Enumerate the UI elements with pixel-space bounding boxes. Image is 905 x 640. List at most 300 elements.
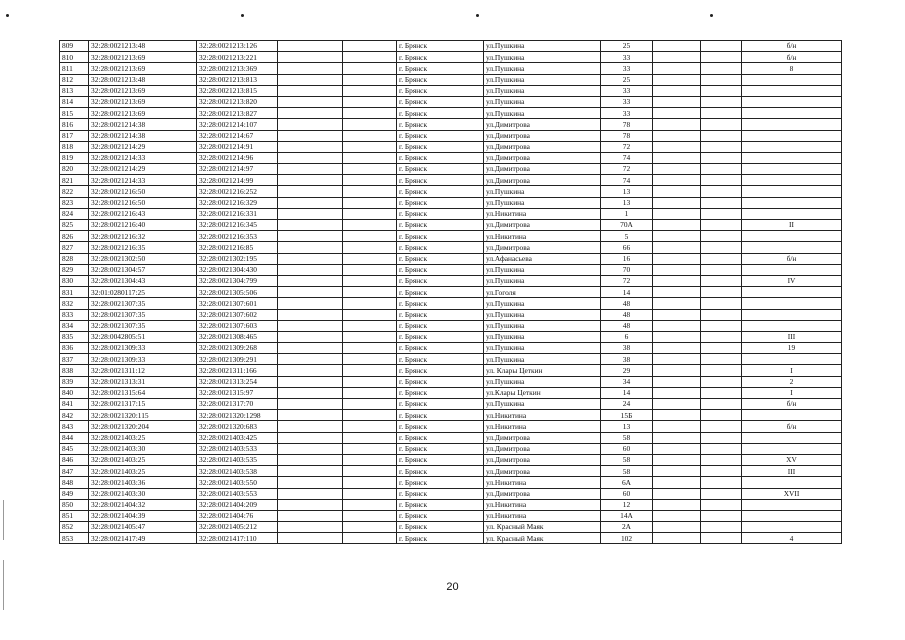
street-cell: ул.Пушкина xyxy=(484,343,601,354)
city-cell: г. Брянск xyxy=(397,164,484,175)
row-number: 826 xyxy=(60,231,89,242)
empty-cell xyxy=(278,130,343,141)
street-cell: ул.Пушкина xyxy=(484,63,601,74)
cadastral-number-parcel: 32:28:0021403:30 xyxy=(89,488,197,499)
cadastral-number-object: 32:28:0021315:97 xyxy=(197,387,278,398)
house-number-cell: 60 xyxy=(601,443,653,454)
empty-cell xyxy=(278,488,343,499)
house-number-cell: 13 xyxy=(601,197,653,208)
city-cell: г. Брянск xyxy=(397,141,484,152)
house-number-cell: 72 xyxy=(601,275,653,286)
empty-cell xyxy=(278,432,343,443)
cadastral-number-parcel: 32:28:0021302:50 xyxy=(89,253,197,264)
empty-cell xyxy=(701,320,742,331)
empty-cell xyxy=(343,220,397,231)
premises-number-cell xyxy=(742,175,842,186)
empty-cell xyxy=(701,275,742,286)
cadastral-number-object: 32:28:0021213:813 xyxy=(197,74,278,85)
table-row xyxy=(60,387,842,398)
street-cell: ул.Димитрова xyxy=(484,119,601,130)
empty-cell xyxy=(343,52,397,63)
empty-cell xyxy=(278,343,343,354)
empty-cell xyxy=(343,533,397,544)
house-number-cell: 6А xyxy=(601,477,653,488)
cadastral-number-parcel: 32:28:0021405:47 xyxy=(89,522,197,533)
house-number-cell: 78 xyxy=(601,119,653,130)
cadastral-number-object: 32:28:0021404:209 xyxy=(197,499,278,510)
empty-cell xyxy=(278,141,343,152)
cadastral-number-parcel: 32:28:0021214:29 xyxy=(89,164,197,175)
cadastral-number-parcel: 32:28:0021304:43 xyxy=(89,275,197,286)
scan-dot xyxy=(710,14,713,17)
table-row xyxy=(60,510,842,521)
empty-cell xyxy=(278,85,343,96)
cadastral-number-parcel: 32:28:0021214:38 xyxy=(89,130,197,141)
cadastral-number-parcel: 32:28:0021403:36 xyxy=(89,477,197,488)
cadastral-number-object: 32:28:0021214:99 xyxy=(197,175,278,186)
street-cell: ул.Пушкина xyxy=(484,320,601,331)
empty-cell xyxy=(278,365,343,376)
cadastral-number-parcel: 32:28:0021317:15 xyxy=(89,399,197,410)
premises-number-cell: XV xyxy=(742,454,842,465)
empty-cell xyxy=(653,197,701,208)
empty-cell xyxy=(278,186,343,197)
city-cell: г. Брянск xyxy=(397,410,484,421)
house-number-cell: 29 xyxy=(601,365,653,376)
empty-cell xyxy=(653,74,701,85)
premises-number-cell: 4 xyxy=(742,533,842,544)
cadastral-number-object: 32:28:0021216:353 xyxy=(197,231,278,242)
empty-cell xyxy=(278,399,343,410)
cadastral-number-parcel: 32:28:0021213:69 xyxy=(89,85,197,96)
house-number-cell: 74 xyxy=(601,175,653,186)
cadastral-number-parcel: 32:28:0021320:204 xyxy=(89,421,197,432)
row-number: 837 xyxy=(60,354,89,365)
cadastral-number-object: 32:28:0021403:553 xyxy=(197,488,278,499)
cadastral-number-object: 32:28:0021417:110 xyxy=(197,533,278,544)
empty-cell xyxy=(653,533,701,544)
cadastral-number-object: 32:28:0021403:425 xyxy=(197,432,278,443)
house-number-cell: 66 xyxy=(601,242,653,253)
house-number-cell: 38 xyxy=(601,354,653,365)
house-number-cell: 25 xyxy=(601,41,653,52)
empty-cell xyxy=(701,331,742,342)
table-row xyxy=(60,175,842,186)
table-row xyxy=(60,287,842,298)
city-cell: г. Брянск xyxy=(397,399,484,410)
empty-cell xyxy=(278,454,343,465)
empty-cell xyxy=(278,119,343,130)
empty-cell xyxy=(701,63,742,74)
row-number: 840 xyxy=(60,387,89,398)
cadastral-number-object: 32:28:0021313:254 xyxy=(197,376,278,387)
empty-cell xyxy=(653,522,701,533)
table-body xyxy=(60,41,842,544)
street-cell: ул.Пушкина xyxy=(484,74,601,85)
empty-cell xyxy=(343,164,397,175)
cadastral-number-object: 32:28:0021311:166 xyxy=(197,365,278,376)
street-cell: ул.Гоголя xyxy=(484,287,601,298)
empty-cell xyxy=(701,130,742,141)
house-number-cell: 72 xyxy=(601,141,653,152)
empty-cell xyxy=(278,466,343,477)
cadastral-number-parcel: 32:28:0021315:64 xyxy=(89,387,197,398)
table-row xyxy=(60,186,842,197)
street-cell: ул.Димитрова xyxy=(484,164,601,175)
empty-cell xyxy=(278,410,343,421)
empty-cell xyxy=(653,220,701,231)
house-number-cell: 14 xyxy=(601,387,653,398)
empty-cell xyxy=(653,399,701,410)
empty-cell xyxy=(343,253,397,264)
city-cell: г. Брянск xyxy=(397,343,484,354)
premises-number-cell: б/н xyxy=(742,41,842,52)
cadastral-number-object: 32:28:0021308:465 xyxy=(197,331,278,342)
cadastral-number-parcel: 32:28:0021216:43 xyxy=(89,208,197,219)
empty-cell xyxy=(278,152,343,163)
city-cell: г. Брянск xyxy=(397,119,484,130)
empty-cell xyxy=(653,253,701,264)
row-number: 844 xyxy=(60,432,89,443)
house-number-cell: 72 xyxy=(601,164,653,175)
empty-cell xyxy=(343,63,397,74)
city-cell: г. Брянск xyxy=(397,387,484,398)
empty-cell xyxy=(701,74,742,85)
table-row xyxy=(60,309,842,320)
row-number: 846 xyxy=(60,454,89,465)
house-number-cell: 33 xyxy=(601,52,653,63)
empty-cell xyxy=(701,510,742,521)
house-number-cell: 2А xyxy=(601,522,653,533)
table-row xyxy=(60,152,842,163)
cadastral-number-parcel: 32:28:0021216:50 xyxy=(89,186,197,197)
empty-cell xyxy=(278,522,343,533)
empty-cell xyxy=(343,410,397,421)
table-row xyxy=(60,63,842,74)
empty-cell xyxy=(701,354,742,365)
cadastral-number-parcel: 32:28:0021216:35 xyxy=(89,242,197,253)
city-cell: г. Брянск xyxy=(397,466,484,477)
cadastral-number-object: 32:28:0021216:331 xyxy=(197,208,278,219)
house-number-cell: 78 xyxy=(601,130,653,141)
city-cell: г. Брянск xyxy=(397,287,484,298)
house-number-cell: 14 xyxy=(601,287,653,298)
house-number-cell: 13 xyxy=(601,186,653,197)
premises-number-cell xyxy=(742,298,842,309)
premises-number-cell: б/н xyxy=(742,421,842,432)
street-cell: ул. Клары Цеткин xyxy=(484,365,601,376)
row-number: 834 xyxy=(60,320,89,331)
house-number-cell: 48 xyxy=(601,298,653,309)
empty-cell xyxy=(701,41,742,52)
street-cell: ул. Красный Маяк xyxy=(484,533,601,544)
cadastral-number-object: 32:28:0021403:538 xyxy=(197,466,278,477)
page-number: 20 xyxy=(446,581,459,593)
table-row xyxy=(60,253,842,264)
street-cell: ул.Пушкина xyxy=(484,52,601,63)
empty-cell xyxy=(343,343,397,354)
street-cell: ул.Пушкина xyxy=(484,41,601,52)
table-row xyxy=(60,533,842,544)
cadastral-number-object: 32:28:0021309:291 xyxy=(197,354,278,365)
city-cell: г. Брянск xyxy=(397,175,484,186)
empty-cell xyxy=(343,108,397,119)
street-cell: ул.Пушкина xyxy=(484,96,601,107)
table-row xyxy=(60,85,842,96)
row-number: 827 xyxy=(60,242,89,253)
row-number: 836 xyxy=(60,343,89,354)
city-cell: г. Брянск xyxy=(397,220,484,231)
row-number: 825 xyxy=(60,220,89,231)
empty-cell xyxy=(343,242,397,253)
table-row xyxy=(60,488,842,499)
cadastral-number-parcel: 32:28:0021214:33 xyxy=(89,175,197,186)
empty-cell xyxy=(653,119,701,130)
empty-cell xyxy=(653,488,701,499)
empty-cell xyxy=(653,186,701,197)
city-cell: г. Брянск xyxy=(397,488,484,499)
empty-cell xyxy=(653,164,701,175)
empty-cell xyxy=(343,119,397,130)
premises-number-cell: III xyxy=(742,331,842,342)
table-row xyxy=(60,197,842,208)
city-cell: г. Брянск xyxy=(397,85,484,96)
table-row xyxy=(60,343,842,354)
city-cell: г. Брянск xyxy=(397,331,484,342)
city-cell: г. Брянск xyxy=(397,477,484,488)
cadastral-number-object: 32:28:0021320:683 xyxy=(197,421,278,432)
row-number: 812 xyxy=(60,74,89,85)
city-cell: г. Брянск xyxy=(397,242,484,253)
premises-number-cell xyxy=(742,320,842,331)
empty-cell xyxy=(701,399,742,410)
premises-number-cell xyxy=(742,443,842,454)
house-number-cell: 58 xyxy=(601,466,653,477)
street-cell: ул.Пушкина xyxy=(484,197,601,208)
empty-cell xyxy=(653,365,701,376)
empty-cell xyxy=(701,432,742,443)
empty-cell xyxy=(278,208,343,219)
street-cell: ул.Пушкина xyxy=(484,275,601,286)
cadastral-number-object: 32:28:0021216:85 xyxy=(197,242,278,253)
row-number: 816 xyxy=(60,119,89,130)
house-number-cell: 33 xyxy=(601,108,653,119)
cadastral-number-parcel: 32:28:0021307:35 xyxy=(89,320,197,331)
empty-cell xyxy=(343,354,397,365)
table-row xyxy=(60,454,842,465)
empty-cell xyxy=(653,298,701,309)
row-number: 830 xyxy=(60,275,89,286)
city-cell: г. Брянск xyxy=(397,443,484,454)
row-number: 848 xyxy=(60,477,89,488)
street-cell: ул.Димитрова xyxy=(484,152,601,163)
house-number-cell: 16 xyxy=(601,253,653,264)
table-row xyxy=(60,421,842,432)
cadastral-number-parcel: 32:28:0021404:32 xyxy=(89,499,197,510)
table-row xyxy=(60,220,842,231)
empty-cell xyxy=(701,466,742,477)
empty-cell xyxy=(653,175,701,186)
premises-number-cell xyxy=(742,186,842,197)
empty-cell xyxy=(278,443,343,454)
house-number-cell: 102 xyxy=(601,533,653,544)
empty-cell xyxy=(701,365,742,376)
cadastral-number-object: 32:28:0021403:535 xyxy=(197,454,278,465)
cadastral-number-object: 32:28:0021214:96 xyxy=(197,152,278,163)
empty-cell xyxy=(278,376,343,387)
cadastral-number-parcel: 32:01:0280117:25 xyxy=(89,287,197,298)
table-row xyxy=(60,119,842,130)
empty-cell xyxy=(701,264,742,275)
empty-cell xyxy=(278,108,343,119)
cadastral-number-parcel: 32:28:0021320:115 xyxy=(89,410,197,421)
empty-cell xyxy=(701,287,742,298)
empty-cell xyxy=(701,454,742,465)
street-cell: ул.Димитрова xyxy=(484,130,601,141)
city-cell: г. Брянск xyxy=(397,52,484,63)
cadastral-number-parcel: 32:28:0021307:35 xyxy=(89,298,197,309)
premises-number-cell xyxy=(742,242,842,253)
cadastral-number-object: 32:28:0021302:195 xyxy=(197,253,278,264)
table-row xyxy=(60,320,842,331)
empty-cell xyxy=(278,421,343,432)
cadastral-number-object: 32:28:0021403:533 xyxy=(197,443,278,454)
city-cell: г. Брянск xyxy=(397,533,484,544)
row-number: 814 xyxy=(60,96,89,107)
street-cell: ул. Красный Маяк xyxy=(484,522,601,533)
premises-number-cell xyxy=(742,119,842,130)
street-cell: ул.Клары Цеткин xyxy=(484,387,601,398)
empty-cell xyxy=(701,253,742,264)
street-cell: ул.Пушкина xyxy=(484,264,601,275)
table-row xyxy=(60,130,842,141)
empty-cell xyxy=(701,208,742,219)
empty-cell xyxy=(343,287,397,298)
city-cell: г. Брянск xyxy=(397,63,484,74)
street-cell: ул.Димитрова xyxy=(484,432,601,443)
street-cell: ул.Никитина xyxy=(484,410,601,421)
empty-cell xyxy=(701,298,742,309)
cadastral-number-parcel: 32:28:0021214:38 xyxy=(89,119,197,130)
table-row xyxy=(60,264,842,275)
row-number: 843 xyxy=(60,421,89,432)
premises-number-cell xyxy=(742,410,842,421)
table-row xyxy=(60,275,842,286)
cadastral-number-object: 32:28:0021214:97 xyxy=(197,164,278,175)
premises-number-cell: I xyxy=(742,365,842,376)
table-row xyxy=(60,354,842,365)
city-cell: г. Брянск xyxy=(397,108,484,119)
premises-number-cell xyxy=(742,287,842,298)
city-cell: г. Брянск xyxy=(397,365,484,376)
cadastral-number-object: 32:28:0021317:70 xyxy=(197,399,278,410)
table-row xyxy=(60,298,842,309)
cadastral-number-parcel: 32:28:0021403:30 xyxy=(89,443,197,454)
row-number: 842 xyxy=(60,410,89,421)
empty-cell xyxy=(278,320,343,331)
row-number: 818 xyxy=(60,141,89,152)
empty-cell xyxy=(701,152,742,163)
empty-cell xyxy=(278,52,343,63)
premises-number-cell: IV xyxy=(742,275,842,286)
street-cell: ул.Димитрова xyxy=(484,488,601,499)
empty-cell xyxy=(278,220,343,231)
empty-cell xyxy=(701,197,742,208)
empty-cell xyxy=(701,421,742,432)
street-cell: ул.Никитина xyxy=(484,421,601,432)
street-cell: ул.Пушкина xyxy=(484,298,601,309)
table-row xyxy=(60,522,842,533)
premises-number-cell: III xyxy=(742,466,842,477)
table-row xyxy=(60,208,842,219)
cadastral-number-object: 32:28:0021216:252 xyxy=(197,186,278,197)
row-number: 817 xyxy=(60,130,89,141)
empty-cell xyxy=(701,410,742,421)
premises-number-cell: б/н xyxy=(742,52,842,63)
city-cell: г. Брянск xyxy=(397,186,484,197)
cadastral-number-parcel: 32:28:0021403:25 xyxy=(89,432,197,443)
row-number: 838 xyxy=(60,365,89,376)
cadastral-number-object: 32:28:0021405:212 xyxy=(197,522,278,533)
empty-cell xyxy=(701,522,742,533)
house-number-cell: 15Б xyxy=(601,410,653,421)
premises-number-cell xyxy=(742,152,842,163)
empty-cell xyxy=(343,387,397,398)
empty-cell xyxy=(343,186,397,197)
premises-number-cell: б/н xyxy=(742,253,842,264)
empty-cell xyxy=(701,533,742,544)
street-cell: ул.Никитина xyxy=(484,499,601,510)
row-number: 835 xyxy=(60,331,89,342)
house-number-cell: 70А xyxy=(601,220,653,231)
empty-cell xyxy=(701,141,742,152)
empty-cell xyxy=(343,421,397,432)
row-number: 819 xyxy=(60,152,89,163)
empty-cell xyxy=(701,164,742,175)
city-cell: г. Брянск xyxy=(397,354,484,365)
cadastral-number-object: 32:28:0021213:126 xyxy=(197,41,278,52)
cadastral-number-parcel: 32:28:0021213:48 xyxy=(89,74,197,85)
street-cell: ул.Димитрова xyxy=(484,141,601,152)
premises-number-cell xyxy=(742,197,842,208)
row-number: 824 xyxy=(60,208,89,219)
premises-number-cell xyxy=(742,141,842,152)
empty-cell xyxy=(653,343,701,354)
empty-cell xyxy=(343,130,397,141)
city-cell: г. Брянск xyxy=(397,197,484,208)
cadastral-number-object: 32:28:0021403:550 xyxy=(197,477,278,488)
empty-cell xyxy=(278,331,343,342)
house-number-cell: 13 xyxy=(601,421,653,432)
empty-cell xyxy=(343,275,397,286)
cadastral-number-object: 32:28:0021320:1298 xyxy=(197,410,278,421)
table-row xyxy=(60,242,842,253)
empty-cell xyxy=(343,466,397,477)
house-number-cell: 25 xyxy=(601,74,653,85)
empty-cell xyxy=(278,298,343,309)
premises-number-cell xyxy=(742,74,842,85)
premises-number-cell xyxy=(742,309,842,320)
cadastral-number-object: 32:28:0021213:820 xyxy=(197,96,278,107)
street-cell: ул.Димитрова xyxy=(484,454,601,465)
empty-cell xyxy=(343,264,397,275)
table-row xyxy=(60,466,842,477)
empty-cell xyxy=(343,376,397,387)
street-cell: ул.Никитина xyxy=(484,231,601,242)
house-number-cell: 58 xyxy=(601,432,653,443)
table-row xyxy=(60,443,842,454)
premises-number-cell xyxy=(742,477,842,488)
